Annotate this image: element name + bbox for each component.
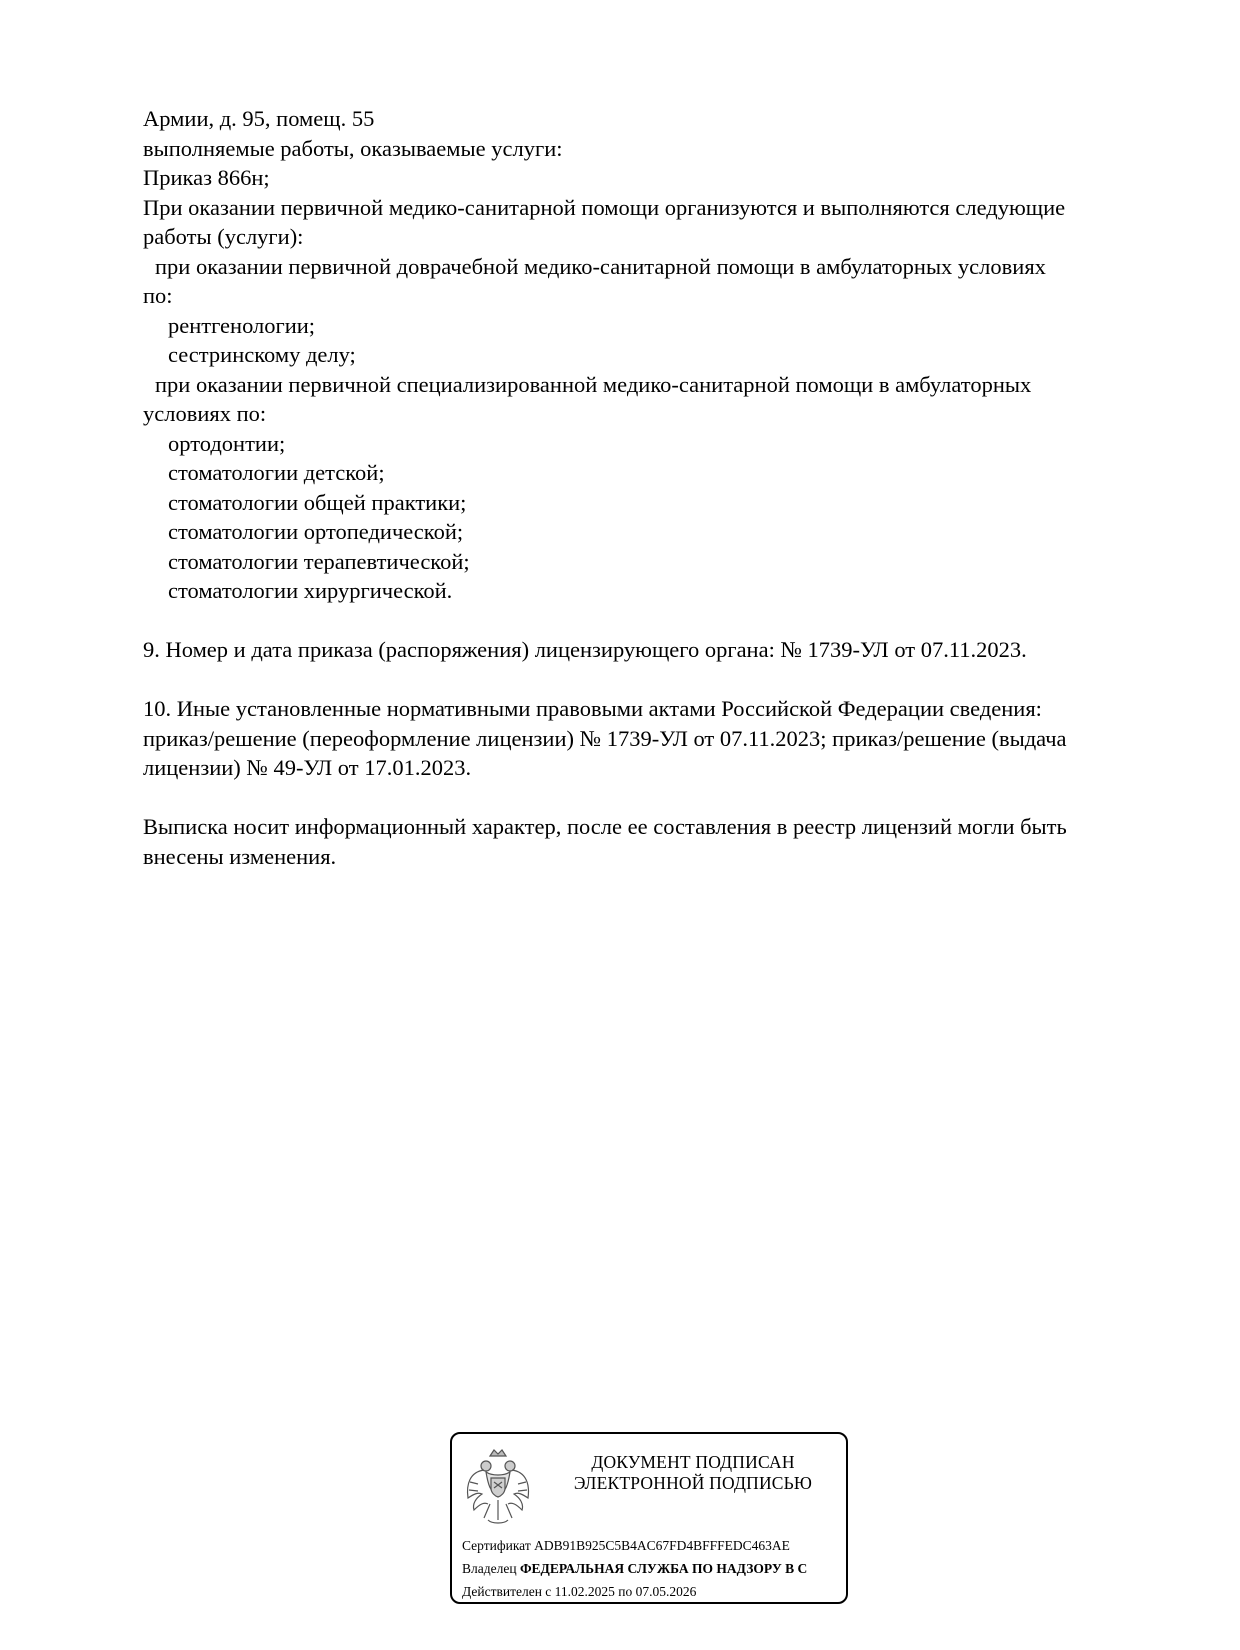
- prehospital-care-line-1: при оказании первичной доврачебной медико-санитарной помощи в амбулаторных условиях: [155, 253, 1046, 279]
- works-heading: выполняемые работы, оказываемые услуги:: [143, 135, 563, 161]
- service-item: стоматологии хирургической.: [168, 578, 453, 603]
- prehospital-care-line-2: по:: [143, 283, 173, 308]
- stamp-title-line-1: ДОКУМЕНТ ПОДПИСАН: [591, 1452, 795, 1472]
- specialized-care-line-1: при оказании первичной специализированной медико-санитарной помощи в амбулаторных: [155, 371, 1032, 397]
- russian-coat-of-arms-icon: [464, 1442, 532, 1530]
- stamp-title: [548, 1452, 838, 1494]
- specialized-care-line-2: условиях по:: [143, 401, 267, 426]
- electronic-signature-stamp: [450, 1432, 848, 1604]
- certificate-label: Сертификат: [462, 1538, 531, 1553]
- service-item: рентгенологии;: [168, 312, 316, 338]
- item-9-order: 9. Номер и дата приказа (распоряжения) лицензирующего органа: № 1739-УЛ от 07.11.2023.: [143, 637, 1027, 662]
- primary-care-line-2: работы (услуги):: [143, 224, 304, 249]
- service-item: ортодонтии;: [168, 430, 286, 456]
- service-item: стоматологии ортопедической;: [168, 519, 464, 544]
- owner-value: ФЕДЕРАЛЬНАЯ СЛУЖБА ПО НАДЗОРУ В С: [519, 1561, 808, 1576]
- order-reference: Приказ 866н;: [143, 165, 270, 190]
- certificate-value: ADB91B925C5B4AC67FD4BFFFEDC463AE: [534, 1538, 790, 1553]
- primary-care-line-1: При оказании первичной медико-санитарной помощи организуются и выполняются следующие: [143, 194, 1066, 220]
- certificate-row: [462, 1538, 848, 1554]
- item-10-line-2: приказ/решение (переоформление лицензии) № 1739-УЛ от 07.11.2023; приказ/решение (выдача: [143, 725, 1067, 751]
- document-body: [143, 104, 1163, 871]
- stamp-title-line-2: ЭЛЕКТРОННОЙ ПОДПИСЬЮ: [573, 1473, 813, 1493]
- service-item: стоматологии терапевтической;: [168, 548, 470, 574]
- item-10-line-1: 10. Иные установленные нормативными правовыми актами Российской Федерации сведения:: [143, 696, 1042, 721]
- validity-row: Действителен с 11.02.2025 по 07.05.2026: [462, 1584, 697, 1599]
- item-10-line-3: лицензии) № 49-УЛ от 17.01.2023.: [143, 755, 472, 780]
- owner-label: Владелец: [462, 1561, 517, 1576]
- disclaimer-line-1: Выписка носит информационный характер, после ее составления в реестр лицензий могли быть: [143, 814, 1067, 839]
- owner-row: [462, 1561, 848, 1577]
- service-item: сестринскому делу;: [168, 342, 356, 367]
- address-line: Армии, д. 95, помещ. 55: [143, 106, 375, 131]
- service-item: стоматологии детской;: [168, 460, 385, 485]
- disclaimer-line-2: внесены изменения.: [143, 843, 337, 869]
- service-item: стоматологии общей практики;: [168, 489, 467, 515]
